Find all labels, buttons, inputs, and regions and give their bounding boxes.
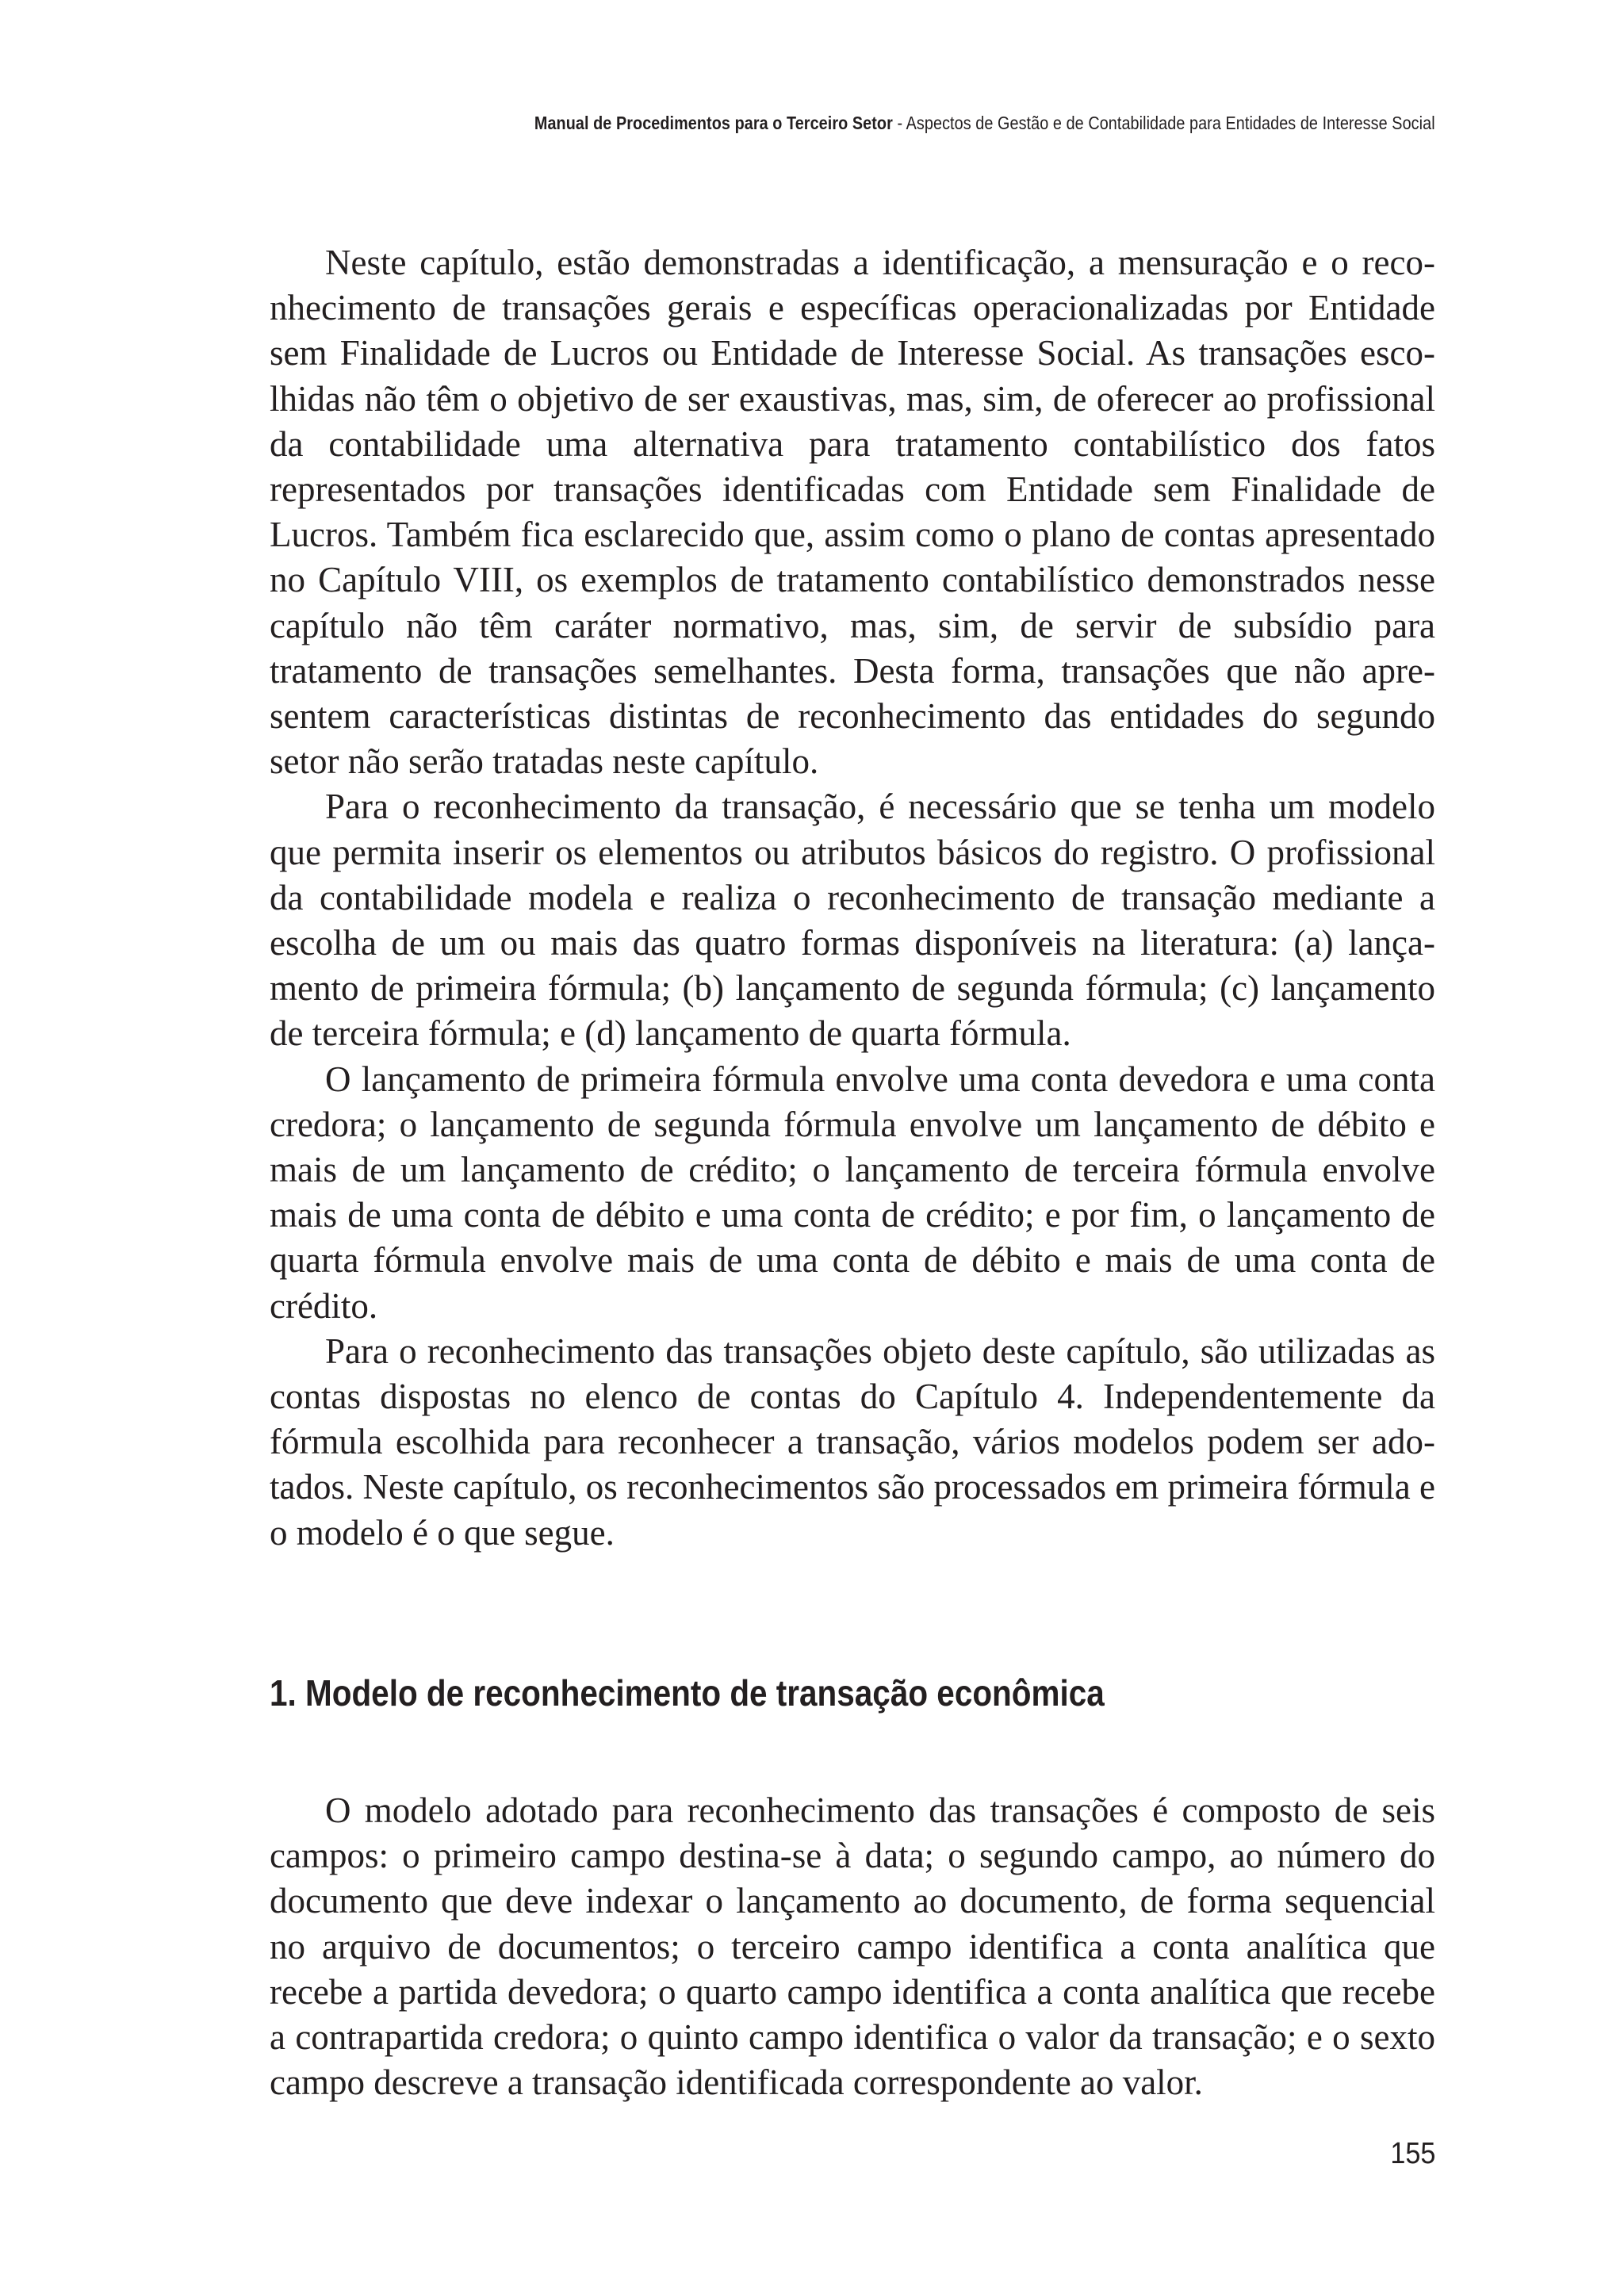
body-paragraph-2: Para o reconhecimento da transação, é necessário que se tenha um modelo que permita inserir os elementos ou atributos básicos do registro. O profissional da contabilidade modela e realiza o reconhecimento de transação mediante a escolha de um ou mais das quatro formas disponíveis na literatura: (a) lançamento de primeira fórmula; (b) lançamento de segunda fórmula; (c) lançamento de terceira fórmula; e (d) lançamento de quarta fórmula. <box>270 787 1435 1054</box>
body-paragraph-4: Para o reconhecimento das transações objeto deste capítulo, são utilizadas as contas dispostas no elenco de contas do Capítulo 4. Independentemente da fórmula escolhida para reconhecer a transação, vários modelos podem ser adotados. Neste capítulo, os reconhecimentos são processados em primeira fórmula e o modelo é o que segue. <box>270 1331 1435 1553</box>
running-header-subtitle: Aspectos de Gestão e de Contabilidade para Entidades de Interesse Social <box>906 113 1435 133</box>
running-header-separator: - <box>893 113 906 133</box>
page-number: 155 <box>1389 2137 1435 2170</box>
body-paragraph-1: Neste capítulo, estão demonstradas a identificação, a mensuração e o reconhecimento de transações gerais e específicas operacionalizadas por Entidade sem Finalidade de Lucros ou Entidade de Interesse Social. As transações escolhidas não têm o objetivo de ser exaustivas, mas, sim, de oferecer ao profissional da contabilidade uma alternativa para tratamento contabilístico dos fatos representados por transações identificadas com Entidade sem Finalidade de Lucros. Também fica esclarecido que, assim como o plano de contas apresentado no Capítulo VIII, os exemplos de tratamento contabilístico demonstrados nesse capítulo não têm caráter normativo, mas, sim, de servir de subsídio para tratamento de transações semelhantes. Desta forma, transações que não apresentem características distintas de reconhecimento das entidades do segundo setor não serão tratadas neste capítulo. <box>270 243 1435 782</box>
body-paragraph-3: O lançamento de primeira fórmula envolve uma conta devedora e uma conta credora; o lançamento de segunda fórmula envolve um lançamento de débito e mais de um lançamento de crédito; o lançamento de terceira fórmula envolve mais de uma conta de débito e uma conta de crédito; e por fim, o lançamento de quarta fórmula envolve mais de uma conta de débito e mais de uma conta de crédito. <box>270 1059 1435 1326</box>
section-heading: 1. Modelo de reconhecimento de transação econômica <box>270 1672 1105 1714</box>
section-paragraph-1: O modelo adotado para reconhecimento das transações é composto de seis campos: o primeiro campo destina-se à data; o segundo campo, ao número do documento que deve indexar o lançamento ao documento, de forma sequencial no arquivo de documentos; o terceiro campo identifica a conta analítica que recebe a partida devedora; o quarto campo identifica a conta analítica que recebe a contrapartida credora; o quinto campo identifica o valor da transação; e o sexto campo descreve a transação identificada correspondente ao valor. <box>270 1790 1435 2103</box>
running-header-title: Manual de Procedimentos para o Terceiro Setor <box>534 113 894 133</box>
page-body <box>270 240 1435 2105</box>
running-header <box>534 113 1435 134</box>
